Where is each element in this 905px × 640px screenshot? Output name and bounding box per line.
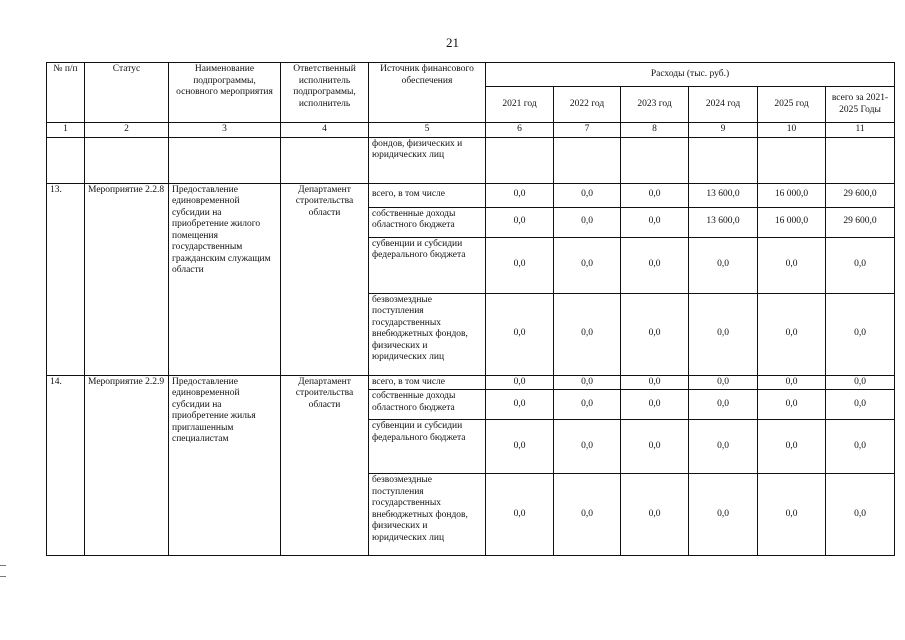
value-cell: 0,0 — [826, 375, 895, 390]
measure-14-name: Предоставление единовременной субсидии на приобретение жилья приглашенным специалистам — [169, 375, 281, 556]
continuation-value — [621, 137, 689, 183]
column-number: 2 — [85, 123, 169, 138]
value-cell: 0,0 — [554, 474, 621, 556]
source-cell: безвозмездные поступления государственных внебюджетных фондов, физических и юридических лиц — [369, 293, 486, 375]
value-cell: 0,0 — [621, 237, 689, 293]
header-year-2021: 2021 год — [486, 87, 554, 123]
continuation-value — [826, 137, 895, 183]
value-cell: 0,0 — [554, 237, 621, 293]
value-cell: 0,0 — [826, 390, 895, 420]
value-cell: 0,0 — [758, 474, 826, 556]
value-cell: 0,0 — [486, 207, 554, 237]
value-cell: 0,0 — [758, 390, 826, 420]
source-cell: субвенции и субсидии федерального бюджета — [369, 237, 486, 293]
header-executor: Ответственный исполнитель подпрограммы, исполнитель — [281, 63, 369, 123]
header-name: Наименование подпрограммы, основного мероприятия — [169, 63, 281, 123]
value-cell: 0,0 — [826, 293, 895, 375]
source-cell: собственные доходы областного бюджета — [369, 390, 486, 420]
measure-13-status: Мероприятие 2.2.8 — [85, 183, 169, 375]
header-year-total: всего за 2021-2025 Годы — [826, 87, 895, 123]
value-cell: 0,0 — [758, 293, 826, 375]
source-cell: собственные доходы областного бюджета — [369, 207, 486, 237]
header-expenses: Расходы (тыс. руб.) — [486, 63, 895, 87]
value-cell: 0,0 — [554, 207, 621, 237]
header-no: № п/п — [47, 63, 85, 123]
header-year-2025: 2025 год — [758, 87, 826, 123]
value-cell: 0,0 — [621, 293, 689, 375]
column-number: 11 — [826, 123, 895, 138]
value-cell: 0,0 — [689, 293, 758, 375]
table-row — [47, 183, 895, 207]
continuation-value — [758, 137, 826, 183]
value-cell: 0,0 — [486, 420, 554, 474]
value-cell: 0,0 — [486, 237, 554, 293]
value-cell: 0,0 — [689, 474, 758, 556]
value-cell: 16 000,0 — [758, 183, 826, 207]
continuation-row — [47, 137, 895, 183]
value-cell: 0,0 — [621, 420, 689, 474]
value-cell: 0,0 — [689, 375, 758, 390]
continuation-no — [47, 137, 85, 183]
column-number: 4 — [281, 123, 369, 138]
column-number-row — [47, 123, 895, 138]
column-number: 9 — [689, 123, 758, 138]
value-cell: 0,0 — [758, 237, 826, 293]
value-cell: 0,0 — [486, 375, 554, 390]
column-number: 10 — [758, 123, 826, 138]
continuation-source: фондов, физических и юридических лиц — [369, 137, 486, 183]
column-number: 5 — [369, 123, 486, 138]
value-cell: 0,0 — [689, 237, 758, 293]
value-cell: 0,0 — [758, 375, 826, 390]
header-source: Источник финансового обеспечения — [369, 63, 486, 123]
value-cell: 0,0 — [554, 375, 621, 390]
column-number: 8 — [621, 123, 689, 138]
value-cell: 0,0 — [554, 293, 621, 375]
value-cell: 0,0 — [554, 183, 621, 207]
value-cell: 0,0 — [621, 390, 689, 420]
value-cell: 0,0 — [621, 183, 689, 207]
page-number: 21 — [446, 35, 459, 50]
value-cell: 0,0 — [826, 474, 895, 556]
budget-table — [46, 62, 895, 556]
header-status: Статус — [85, 63, 169, 123]
value-cell: 29 600,0 — [826, 183, 895, 207]
value-cell: 13 600,0 — [689, 183, 758, 207]
value-cell: 0,0 — [758, 420, 826, 474]
source-cell: всего, в том числе — [369, 375, 486, 390]
value-cell: 0,0 — [486, 390, 554, 420]
continuation-name — [169, 137, 281, 183]
measure-13-no: 13. — [47, 183, 85, 375]
column-number: 1 — [47, 123, 85, 138]
header-row — [47, 63, 895, 87]
value-cell: 0,0 — [486, 293, 554, 375]
source-cell: всего, в том числе — [369, 183, 486, 207]
value-cell: 0,0 — [826, 420, 895, 474]
scan-margin-mark — [0, 565, 6, 577]
column-number: 3 — [169, 123, 281, 138]
column-number: 7 — [554, 123, 621, 138]
continuation-executor — [281, 137, 369, 183]
measure-14-status: Мероприятие 2.2.9 — [85, 375, 169, 556]
value-cell: 13 600,0 — [689, 207, 758, 237]
measure-14-executor: Департамент строительства области — [281, 375, 369, 556]
measure-13-executor: Департамент строительства области — [281, 183, 369, 375]
continuation-value — [689, 137, 758, 183]
value-cell: 0,0 — [554, 420, 621, 474]
header-year-2024: 2024 год — [689, 87, 758, 123]
header-year-2023: 2023 год — [621, 87, 689, 123]
source-cell: безвозмездные поступления государственных внебюджетных фондов, физических и юридических лиц — [369, 474, 486, 556]
value-cell: 29 600,0 — [826, 207, 895, 237]
table-row — [47, 375, 895, 390]
value-cell: 0,0 — [486, 474, 554, 556]
value-cell: 0,0 — [826, 237, 895, 293]
value-cell: 16 000,0 — [758, 207, 826, 237]
measure-14-no: 14. — [47, 375, 85, 556]
value-cell: 0,0 — [621, 375, 689, 390]
header-year-2022: 2022 год — [554, 87, 621, 123]
column-number: 6 — [486, 123, 554, 138]
value-cell: 0,0 — [621, 474, 689, 556]
continuation-value — [486, 137, 554, 183]
value-cell: 0,0 — [486, 183, 554, 207]
value-cell: 0,0 — [689, 390, 758, 420]
source-cell: субвенции и субсидии федерального бюджета — [369, 420, 486, 474]
value-cell: 0,0 — [689, 420, 758, 474]
value-cell: 0,0 — [554, 390, 621, 420]
continuation-value — [554, 137, 621, 183]
value-cell: 0,0 — [621, 207, 689, 237]
continuation-status — [85, 137, 169, 183]
measure-13-name: Предоставление единовременной субсидии на приобретение жилого помещения государственным гражданским служащим области — [169, 183, 281, 375]
